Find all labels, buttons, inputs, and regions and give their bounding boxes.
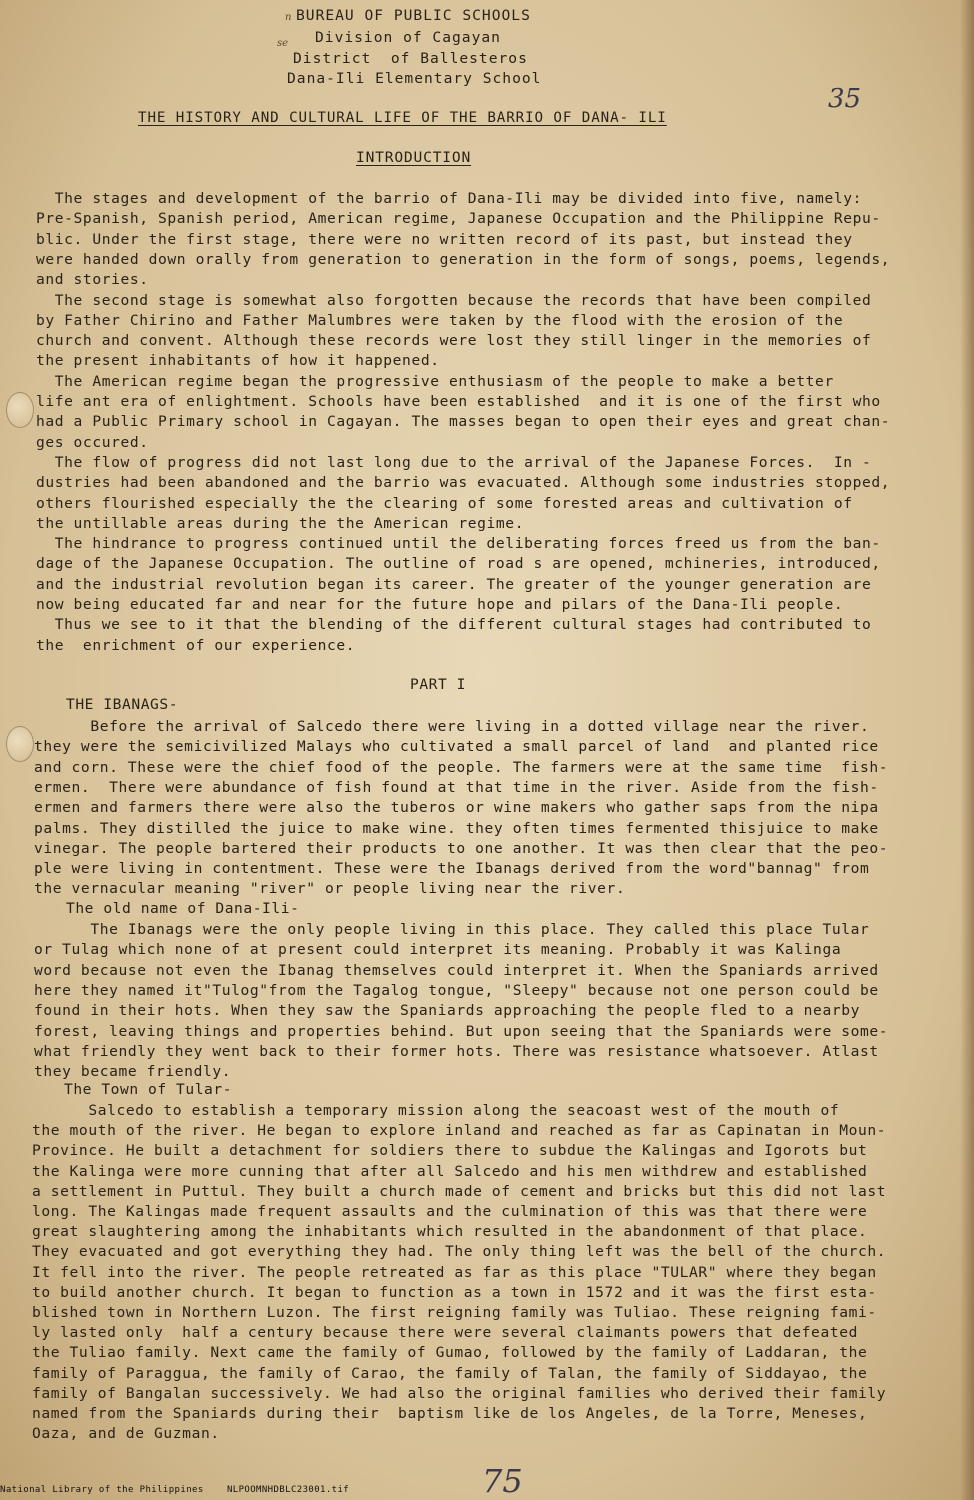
ibanags-line: Before the arrival of Salcedo there were living in a dotted village near the river. — [34, 718, 870, 735]
oldname-line: found in their hots. When they saw the Spaniards approaching the people fled to a nearby — [34, 1002, 860, 1020]
intro-line: and stories. — [36, 271, 149, 289]
oldname-line: forest, leaving things and properties behind. But upon seeing that the Spaniards were some- — [34, 1022, 889, 1040]
town-line: They evacuated and got everything they had. The only thing left was the bell of the church. — [32, 1243, 887, 1261]
footer-file: NLPOOMNHDBLC23001.tif — [226, 1485, 350, 1495]
intro-line: the enrichment of our experience. — [36, 636, 356, 654]
header-bureau: BUREAU OF PUBLIC SCHOOLS — [296, 7, 531, 24]
header-school: Dana-Ili Elementary School — [287, 70, 542, 87]
ibanags-line: the vernacular meaning "river" or people living near the river. — [34, 880, 626, 898]
town-line: Oaza, and de Guzman. — [32, 1425, 220, 1443]
intro-line: ges occured. — [36, 433, 149, 451]
town-line: a settlement in Puttul. They built a church made of cement and bricks but this did not last — [32, 1182, 887, 1200]
oldname-line: word because not even the Ibanag themselves could interpret it. When the Spaniards arrived — [34, 961, 879, 979]
ibanags-line: vinegar. The people bartered their products to one another. It was then clear that the peo- — [34, 839, 889, 857]
oldname-line: or Tulag which none of at present could interpret its meaning. Probably it was Kalinga — [34, 941, 842, 959]
intro-line: The stages and development of the barrio of Dana-Ili may be divided into five, namely: — [36, 190, 862, 207]
town-line: ly lasted only half a century because there were several claimants powers that defeated — [32, 1324, 858, 1342]
intro-line: and the industrial revolution began its career. The greater of the younger generation are — [36, 575, 872, 593]
town-line: Province. He built a detachment for soldiers there to subdue the Kalingas and Igorots but — [32, 1142, 868, 1160]
town-line: blished town in Northern Luzon. The first reigning family was Tuliao. These reigning fami- — [32, 1304, 877, 1321]
town-line: to build another church. It began to function as a town in 1572 and it was the first esta- — [32, 1283, 877, 1301]
oldname-heading: The old name of Dana-Ili- — [66, 900, 300, 917]
header-division: Division of Cagayan — [315, 29, 501, 46]
ibanags-line: and corn. These were the chief food of the people. The farmers were at the same time fish- — [34, 758, 889, 776]
punch-hole-icon — [6, 726, 34, 762]
intro-line: The flow of progress did not last long due to the arrival of the Japanese Forces. In - — [36, 453, 872, 471]
part-heading: PART I — [410, 676, 467, 693]
page-mark-top: 35 — [828, 84, 862, 114]
intro-line: The American regime began the progressive enthusiasm of the people to make a better — [36, 372, 834, 390]
intro-line: The hindrance to progress continued until the deliberating forces freed us from the ban- — [36, 535, 881, 553]
intro-line: now being educated far and near for the future hope and pilars of the Dana-Ili people. — [36, 596, 844, 613]
ibanags-line: ple were living in contentment. These were the Ibanags derived from the word"bannag" from — [34, 860, 870, 878]
oldname-line: what friendly they went back to their former hots. There was resistance whatsoever. Atlast — [34, 1042, 879, 1060]
intro-line: by Father Chirino and Father Malumbres were taken by the flood with the erosion of the — [36, 311, 844, 329]
town-line: the Tuliao family. Next came the family of Gumao, followed by the family of Laddaran, the — [32, 1344, 868, 1362]
oldname-line: they became friendly. — [34, 1063, 232, 1081]
town-line: It fell into the river. The people retreated as far as this place "TULAR" where they began — [32, 1263, 877, 1281]
ibanags-line: they were the semicivilized Malays who cultivated a small parcel of land and planted rice — [34, 738, 879, 756]
ibanags-line: palms. They distilled the juice to make wine. they often times fermented thisjuice to make — [34, 819, 879, 837]
town-line: great slaughtering among the inhabitants which resulted in the abandonment of that place. — [32, 1223, 868, 1241]
intro-line: the untillable areas during the the American regime. — [36, 514, 525, 532]
intro-line: church and convent. Although these records were lost they still linger in the memories of — [36, 332, 872, 350]
town-heading: The Town of Tular- — [64, 1081, 233, 1098]
ibanags-line: ermen. There were abundance of fish found at that time in the river. Aside from the fish- — [34, 778, 879, 796]
town-line: the mouth of the river. He began to explore inland and reached as far as Capinatan in Moun- — [32, 1122, 887, 1140]
intro-line: The second stage is somewhat also forgotten because the records that have been compiled — [36, 291, 872, 309]
town-line: named from the Spaniards during their baptism like de los Angeles, de la Torre, Meneses, — [32, 1405, 868, 1422]
footer-library: National Library of the Philippines — [0, 1485, 204, 1495]
oldname-line: here they named it"Tulog"from the Tagalog tongue, "Sleepy" because not one person could be — [34, 981, 879, 999]
town-line: Salcedo to establish a temporary mission along the seacoast west of the mouth of — [32, 1102, 840, 1119]
intro-line: Thus we see to it that the blending of the different cultural stages had contributed to — [36, 616, 872, 634]
page-edge — [960, 0, 974, 1500]
intro-line: dustries had been abandoned and the barrio was evacuated. Although some industries stopped, — [36, 474, 891, 492]
town-line: family of Paraggua, the family of Carao, the family of Talan, the family of Siddayao, the — [32, 1364, 868, 1382]
intro-line: the present inhabitants of how it happened. — [36, 352, 440, 370]
header-district: District of Ballesteros — [293, 50, 528, 67]
document-title: THE HISTORY AND CULTURAL LIFE OF THE BARRIO OF DANA- ILI — [138, 110, 667, 126]
intro-line: had a Public Primary school in Cagayan. The masses began to open their eyes and great chan- — [36, 413, 891, 431]
intro-line: life ant era of enlightment. Schools have been established and it is one of the first who — [36, 393, 881, 410]
oldname-line: The Ibanags were the only people living in this place. They called this place Tular — [34, 921, 870, 938]
footer — [0, 1485, 349, 1495]
ibanags-heading: THE IBANAGS- — [66, 696, 179, 713]
town-line: the Kalinga were more cunning that after all Salcedo and his men withdrew and established — [32, 1162, 868, 1180]
page-number: 75 — [482, 1462, 523, 1500]
town-line: long. The Kalingas made frequent assaults and the culmination of this was that there were — [32, 1203, 868, 1220]
intro-line: dage of the Japanese Occupation. The outline of road s are opened, mchineries, introduced, — [36, 555, 881, 573]
intro-line: were handed down orally from generation to generation in the form of songs, poems, legends, — [36, 250, 891, 268]
intro-line: blic. Under the first stage, there were no written record of its past, but instead they — [36, 230, 853, 248]
intro-line: Pre-Spanish, Spanish period, American regime, Japanese Occupation and the Philippine Repu- — [36, 210, 881, 228]
introduction-heading: INTRODUCTION — [356, 149, 472, 166]
handwritten-mark: n — [285, 12, 292, 23]
handwritten-mark: se — [277, 38, 289, 49]
intro-line: others flourished especially the the clearing of some forested areas and cultivation of — [36, 494, 853, 512]
punch-hole-icon — [6, 392, 34, 428]
ibanags-line: ermen and farmers there were also the tuberos or wine makers who gather saps from the nipa — [34, 799, 879, 817]
town-line: family of Bangalan successively. We had also the original families who derived their family — [32, 1384, 887, 1402]
